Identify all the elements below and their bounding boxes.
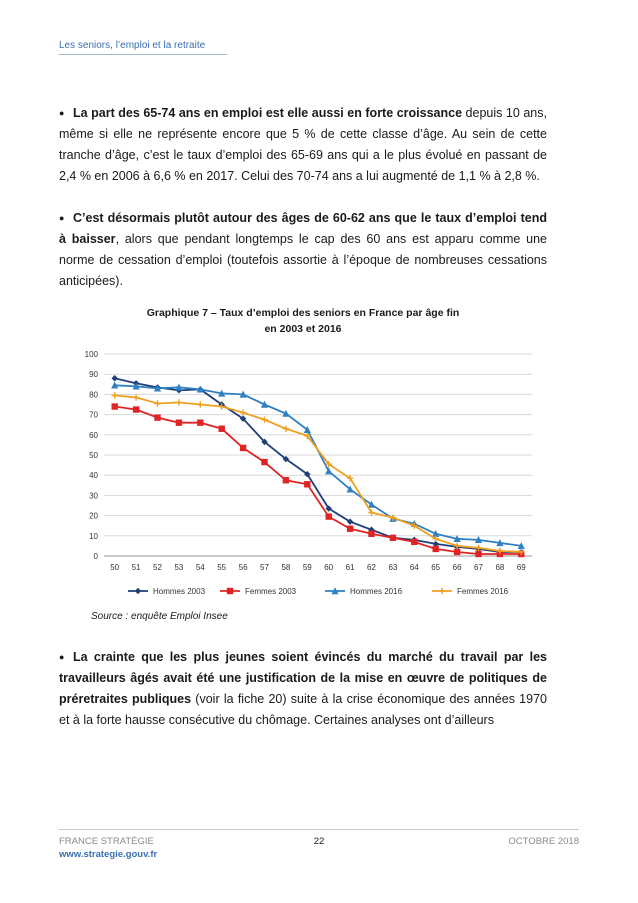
x-tick-label: 64 — [409, 563, 419, 572]
x-tick-label: 53 — [174, 563, 184, 572]
y-tick-label: 90 — [89, 370, 98, 380]
data-point — [154, 414, 160, 420]
paragraph-2-text: , alors que pendant longtemps le cap des 60 ans est apparu comme une norme de cessation d’emploi (toutefois assortie à l’époque de nombreuses cessations anticipées). — [59, 232, 547, 288]
paragraph-2-bold: C’est désormais plutôt autour des âges de 60-62 ans que le taux d’emploi tend à baisser — [59, 211, 547, 246]
data-point — [347, 526, 353, 532]
x-tick-label: 52 — [153, 563, 162, 572]
y-tick-label: 40 — [89, 471, 98, 481]
series-line-0 — [115, 378, 522, 552]
data-point — [454, 543, 460, 549]
paragraph-3 — [59, 647, 547, 731]
bullet-icon: ● — [59, 652, 65, 662]
x-tick-label: 61 — [345, 563, 355, 572]
data-point — [261, 459, 267, 465]
legend-label: Femmes 2016 — [457, 587, 509, 596]
data-point — [283, 477, 289, 483]
series-line-2 — [115, 385, 522, 546]
chart-source: Source : enquête Emploi Insee — [91, 611, 228, 622]
paragraph-3-bold: La crainte que les plus jeunes soient évincés du marché du travail par les travailleurs âgés avait été une justification de la mise en œuvre de politiques de préretraites publiques — [59, 650, 547, 706]
x-tick-label: 66 — [452, 563, 462, 572]
y-tick-label: 0 — [93, 552, 98, 561]
data-point — [475, 545, 481, 551]
legend-marker — [439, 588, 445, 594]
x-tick-label: 68 — [495, 563, 505, 572]
data-point — [154, 400, 160, 406]
paragraph-1 — [59, 103, 547, 187]
data-point — [411, 539, 417, 545]
data-point — [219, 426, 225, 432]
footer-date: OCTOBRE 2018 — [508, 836, 579, 847]
x-tick-label: 60 — [324, 563, 334, 572]
y-tick-label: 100 — [84, 350, 98, 359]
footer-divider — [59, 829, 579, 830]
data-point — [197, 401, 203, 407]
chart-title — [59, 305, 547, 337]
data-point — [197, 419, 203, 425]
legend-marker — [227, 588, 233, 594]
x-tick-label: 55 — [217, 563, 227, 572]
employment-rate-line-chart — [70, 342, 550, 604]
data-point — [176, 399, 182, 405]
data-point — [176, 419, 182, 425]
legend-marker — [135, 588, 141, 594]
x-tick-label: 51 — [131, 563, 141, 572]
paragraph-2 — [59, 208, 547, 292]
x-tick-label: 50 — [110, 563, 120, 572]
y-tick-label: 70 — [89, 410, 98, 420]
chart-title-line-2: en 2003 et 2016 — [264, 323, 342, 335]
bullet-icon: ● — [59, 108, 65, 118]
x-tick-label: 63 — [388, 563, 398, 572]
paragraph-1-text: depuis 10 ans, même si elle ne représente encore que 5 % de cette classe d’âge. Au sein de cette tranche d’âge, c’est le taux d’emploi des 65-69 ans qui a le plus évolué en passant de 2,4 % en 2006 à 6,6 % en 2017. Celui des 70-74 ans a lui augmenté de 1,1 % à 2,8 %. — [59, 106, 547, 183]
y-tick-label: 30 — [89, 491, 98, 501]
series-line-1 — [115, 407, 522, 554]
data-point — [112, 392, 118, 398]
data-point — [304, 481, 310, 487]
data-point — [454, 549, 460, 555]
data-point — [283, 426, 289, 432]
footer-url-link[interactable]: www.strategie.gouv.fr — [59, 849, 158, 860]
x-tick-label: 54 — [195, 563, 205, 572]
y-tick-label: 60 — [89, 430, 98, 440]
x-tick-label: 65 — [431, 563, 441, 572]
data-point — [133, 406, 139, 412]
legend-label: Hommes 2016 — [350, 587, 403, 596]
data-point — [133, 394, 139, 400]
legend-label: Femmes 2003 — [245, 587, 297, 596]
x-tick-label: 57 — [260, 563, 269, 572]
data-point — [475, 551, 481, 557]
x-tick-label: 62 — [367, 563, 376, 572]
data-point — [240, 445, 246, 451]
x-tick-label: 69 — [516, 563, 526, 572]
series-line-3 — [115, 395, 522, 552]
chart-title-line-1: Graphique 7 – Taux d’emploi des seniors en France par âge fin — [146, 307, 460, 319]
data-point — [112, 403, 118, 409]
running-header: Les seniors, l’emploi et la retraite — [59, 40, 206, 51]
data-point — [326, 513, 332, 519]
y-tick-label: 20 — [89, 511, 98, 521]
footer-org: FRANCE STRATÉGIE — [59, 836, 154, 847]
bullet-icon: ● — [59, 213, 65, 223]
y-tick-label: 50 — [89, 451, 98, 460]
data-point — [112, 375, 118, 381]
data-point — [368, 531, 374, 537]
y-tick-label: 10 — [89, 531, 98, 541]
header-divider — [59, 54, 227, 55]
x-tick-label: 67 — [474, 563, 483, 572]
page-number: 22 — [313, 836, 325, 847]
y-tick-label: 80 — [89, 390, 98, 400]
x-tick-label: 59 — [302, 563, 312, 572]
paragraph-3-text: (voir la fiche 20) suite à la crise économique des années 1970 et à la forte hausse consécutive du chômage. Certaines analyses ont d’ailleurs — [59, 692, 547, 727]
data-point — [433, 546, 439, 552]
data-point — [325, 467, 332, 474]
x-tick-label: 58 — [281, 563, 291, 572]
paragraph-1-bold: La part des 65-74 ans en emploi est elle aussi en forte croissance — [73, 106, 463, 120]
data-point — [390, 535, 396, 541]
data-point — [261, 416, 267, 422]
x-tick-label: 56 — [238, 563, 248, 572]
legend-label: Hommes 2003 — [153, 587, 206, 596]
